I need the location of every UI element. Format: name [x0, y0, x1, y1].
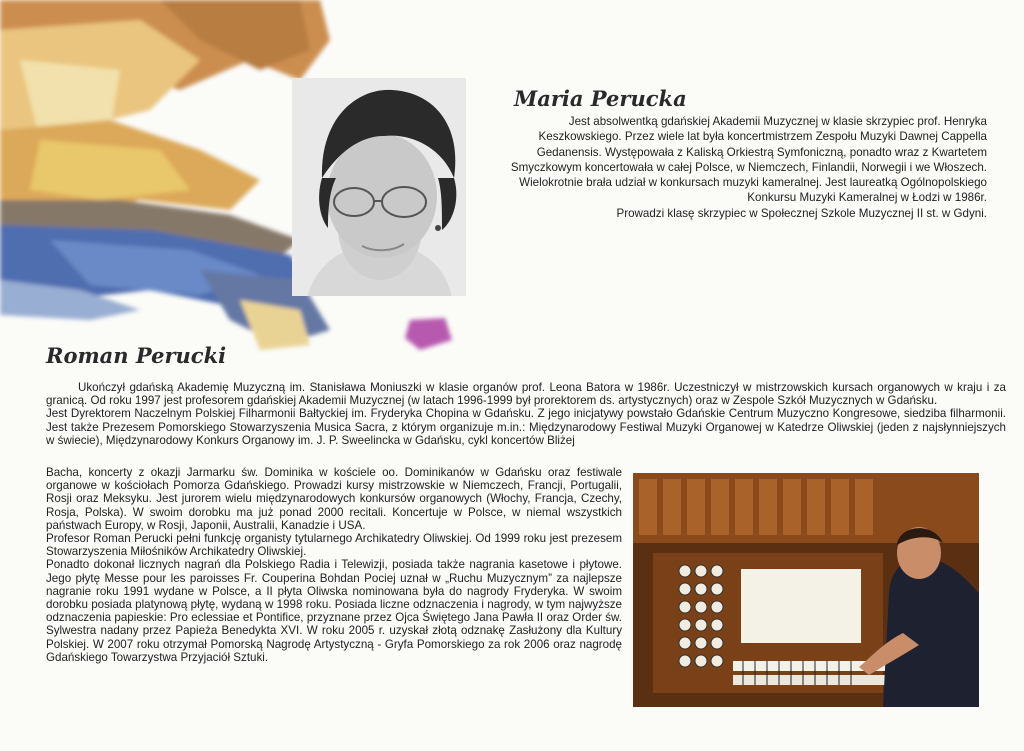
maria-bio-paragraph: Jest absolwentką gdańskiej Akademii Muzycznej w klasie skrzypiec prof. Henryka Keszkowskiego. Przez wiele lat była koncertmistrzem Zespołu Muzyki Dawnej Cappella Gedanensis. Występowała z Kaliską Orkiestrą Symfoniczną, ponadto wraz z Kwartetem Smyczkowym koncertowała w całej Polsce, w Niemczech, Finlandii, Norwegii i we Włoszech.: [510, 115, 987, 174]
maria-bio-paragraph: Prowadzi klasę skrzypiec w Społecznej Szkole Muzycznej II st. w Gdyni.: [616, 206, 987, 220]
maria-biography: [482, 114, 987, 221]
roman-bio-paragraph: Bacha, koncerty z okazji Jarmarku św. Dominika w kościele oo. Dominikanów w Gdańsku oraz festiwale organowe w kościołach Pomorza Gdańskiego. Prowadzi kursy mistrzowskie w Niemczech, Francji, Portugalii, Rosji oraz Meksyku. Jest jurorem wielu międzynarodowych konkursów organowych (Włochy, Francja, Czechy, Rosja, Polska). W swoim dorobku ma już ponad 2000 recitali. Koncertuje w Polsce, w niemal wszystkich państwach Europy, w Rosji, Japonii, Australii, Kanadzie i USA.: [46, 466, 622, 532]
roman-name-heading: Roman Perucki: [46, 343, 227, 368]
roman-bio-paragraph: Jest Dyrektorem Naczelnym Polskiej Filharmonii Bałtyckiej im. Fryderyka Chopina w Gdańsku. Z jego inicjatywy powstało Gdańskie Centrum Muzyczno Kongresowe, siedziba filharmonii. Jest także Prezesem Pomorskiego Stowarzyszenia Musica Sacra, z którym organizuje m.in.: Międzynarodowy Festiwal Muzyki Organowej w Katedrze Oliwskiej (jeden z najsłynniejszych w świecie), Międzynarodowy Konkurs Organowy im. J. P. Sweelincka w Gdańsku, cykl koncertów Bliżej: [46, 407, 1006, 447]
maria-name-heading: Maria Perucka: [514, 86, 687, 111]
roman-bio-paragraph: Profesor Roman Perucki pełni funkcję organisty tytularnego Archikatedry Oliwskiej. Od 1999 roku jest prezesem Stowarzyszenia Miłośników Archikatedry Oliwskiej.: [46, 532, 622, 559]
maria-perucka-portrait: [292, 78, 466, 296]
roman-biography-side: [46, 466, 622, 664]
maria-bio-paragraph: Wielokrotnie brała udział w konkursach muzyki kameralnej. Jest laureatką Ogólnopolskiego Konkursu Muzyki Kameralnej w Łodzi w 1986r.: [519, 176, 987, 205]
roman-biography-top: [46, 381, 1006, 447]
roman-bio-paragraph: Ponadto dokonał licznych nagrań dla Polskiego Radia i Telewizji, posiada także nagrania kasetowe i płytowe. Jego płytę Messe pour les paroisses Fr. Couperina Bohdan Pociej uznał w „Ruchu Muzycznym” za najlepsze nagranie roku 1991 wydane w Polsce, a II płyta Oliwska nominowana była do nagrody Fryderyka. W swoim dorobku posiada platynową płytę, wydaną w 1998 roku. Posiada liczne odznaczenia i nagrody, w tym najwyższe odznaczenia papieskie: Pro eclessiae et Pontifice, przyznane przez Ojca Świętego Jana Pawła II oraz Order św. Sylwestra nadany przez Papieża Benedykta XVI. W roku 2005 r. uzyskał złotą odznakę Zasłużony dla Kultury Polskiej. W 2007 roku otrzymał Pomorską Nagrodę Artystyczną - Gryfa Pomorskiego za rok 2006 oraz nagrodę Gdańskiego Towarzystwa Przyjaciół Sztuki.: [46, 558, 622, 664]
roman-bio-paragraph: Ukończył gdańską Akademię Muzyczną im. Stanisława Moniuszki w klasie organów prof. Leona Batora w 1986r. Uczestniczył w mistrzowskich kursach organowych w kraju i za granicą. Od roku 1997 jest profesorem gdańskiej Akademii Muzycznej (w latach 1996-1999 był prorektorem ds. artystycznych) oraz w Zespole Szkół Muzycznych w Gdańsku.: [46, 381, 1006, 408]
roman-perucki-organ-photo: [633, 473, 979, 707]
